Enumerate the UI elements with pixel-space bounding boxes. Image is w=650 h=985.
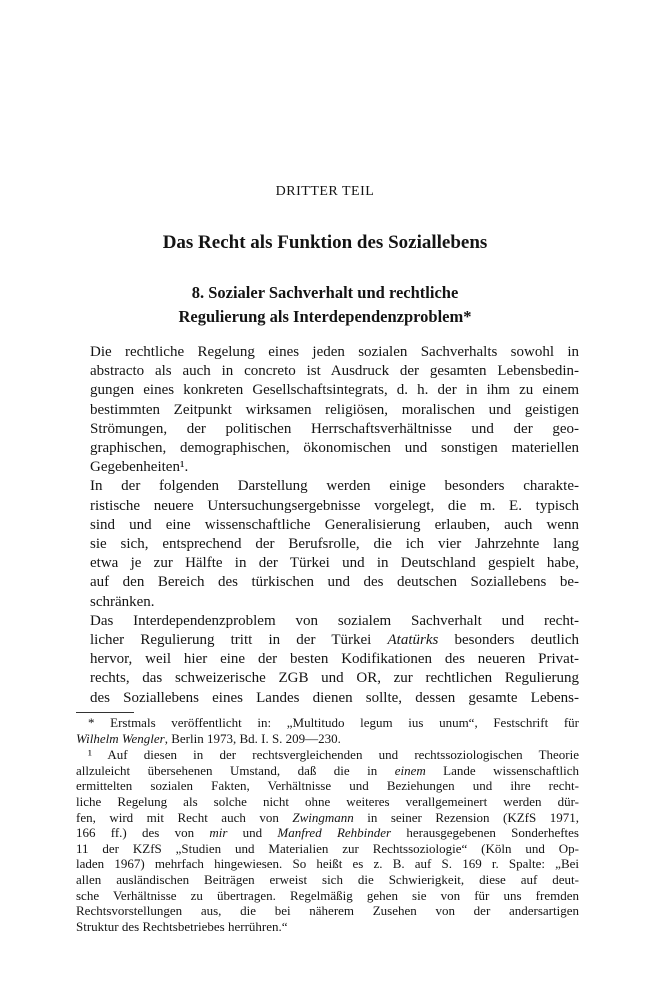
text-line: etwa je zur Hälfte in der Türkei und in Deutschland gespielt habe, xyxy=(90,555,579,572)
footnote-1 xyxy=(76,747,579,934)
text-line: rechts, das schweizerische ZGB und OR, zur rechtlichen Regulierung xyxy=(90,670,579,687)
text-line: graphischen, demographischen, ökonomischen und sonstigen materiellen xyxy=(90,440,579,457)
text-line: gungen eines konkreten Gesellschaftsintegrats, d. h. der in ihm zu einem xyxy=(90,382,579,399)
text-line: des Soziallebens eines Landes dienen sollte, dessen gesamte Lebens- xyxy=(90,689,579,706)
footnote-line: liche Regelung als solche nicht ohne weiteres verallgemeinert werden dür- xyxy=(76,793,579,809)
text-line: Strömungen, der politischen Herrschaftsverhältnisse und der geo- xyxy=(90,420,579,437)
footnote-line: 166 ff.) des von mir und Manfred Rehbinder herausgegebenen Sonderheftes xyxy=(76,825,579,841)
body-text xyxy=(76,343,579,708)
section-title: Das Recht als Funktion des Soziallebens xyxy=(162,232,488,253)
footnote-line: Struktur des Rechtsbetriebes herrühren.“ xyxy=(76,918,288,934)
text-line: licher Regulierung tritt in der Türkei Atatürks besonders deutlich xyxy=(90,632,579,649)
text-line: schränken. xyxy=(90,593,155,610)
text-line: hervor, weil hier eine der besten Kodifikationen des neueren Privat- xyxy=(90,651,579,668)
footnote-line: fen, wird mit Recht auch von Zwingmann in seiner Rezension (KZfS 1971, xyxy=(76,809,579,825)
footnote-line: Rechtsvorstellungen aus, die bei näherem Zusehen von der andersartigen xyxy=(76,903,579,919)
footnote-divider xyxy=(76,712,134,713)
text-line: sind und eine wissenschaftliche Generalisierung erlauben, auch wenn xyxy=(90,516,579,533)
footnote-line: 11 der KZfS „Studien und Materialien zur Rechtssoziologie“ (Köln und Op- xyxy=(76,840,579,856)
text-line: sie sich, entsprechend der Berufsrolle, die ich vier Jahrzehnte lang xyxy=(90,536,579,553)
footnote-line: laden 1967) mehrfach hingewiesen. So heißt es z. B. auf S. 169 r. Spalte: „Bei xyxy=(76,856,579,872)
footnote-line: * Erstmals veröffentlicht in: „Multitudo legum ius unum“, Festschrift für xyxy=(88,715,579,730)
paragraph xyxy=(76,477,579,611)
paragraph xyxy=(76,612,579,708)
footnote-line: Wilhelm Wengler, Berlin 1973, Bd. I. S. 209—230. xyxy=(76,730,341,746)
footnote-line: sche Verhältnisse zu übertragen. Regelmäßig gehen sie von für uns fremden xyxy=(76,887,579,903)
text-line: Das Interdependenzproblem von sozialem Sachverhalt und recht- xyxy=(90,612,579,629)
footnote-star xyxy=(76,715,579,746)
text-line: bestimmten Zeitpunkt wirksamen religiösen, moralischen und geistigen xyxy=(90,401,579,418)
text-line: auf den Bereich des türkischen und des deutschen Soziallebens be- xyxy=(90,574,579,591)
footnote-line: allzuleicht übersehenen Umstand, daß die in einem Lande wissenschaftlich xyxy=(76,762,580,778)
chapter-heading-line: Regulierung als Interdependenzproblem* xyxy=(178,307,472,326)
paragraph xyxy=(76,343,579,477)
text-line: abstracto als auch in concreto ist Ausdruck der gesamten Lebensbedin- xyxy=(90,363,579,380)
chapter-heading-line: 8. Sozialer Sachverhalt und rechtliche xyxy=(191,283,459,302)
part-heading: DRITTER TEIL xyxy=(275,184,375,199)
footnotes xyxy=(76,715,579,935)
text-line: Die rechtliche Regelung eines jeden sozialen Sachverhalts sowohl in xyxy=(90,344,579,360)
footnote-line: ¹ Auf diesen in der rechtsvergleichenden und rechtssoziologischen Theorie xyxy=(88,747,579,763)
text-line: Gegebenheiten¹. xyxy=(90,459,189,476)
footnote-line: allen ausländischen Beiträgen erweist sich die Schwierigkeit, diese auf deut- xyxy=(76,871,579,887)
footnote-line: ermittelten sozialen Fakten, Verhältnisse und Beziehungen und ihre recht- xyxy=(76,778,579,794)
text-line: In der folgenden Darstellung werden einige besonders charakte- xyxy=(90,478,579,495)
chapter-heading xyxy=(0,281,650,329)
text-line: ristische neuere Untersuchungsergebnisse vorgelegt, die m. E. typisch xyxy=(90,497,579,514)
